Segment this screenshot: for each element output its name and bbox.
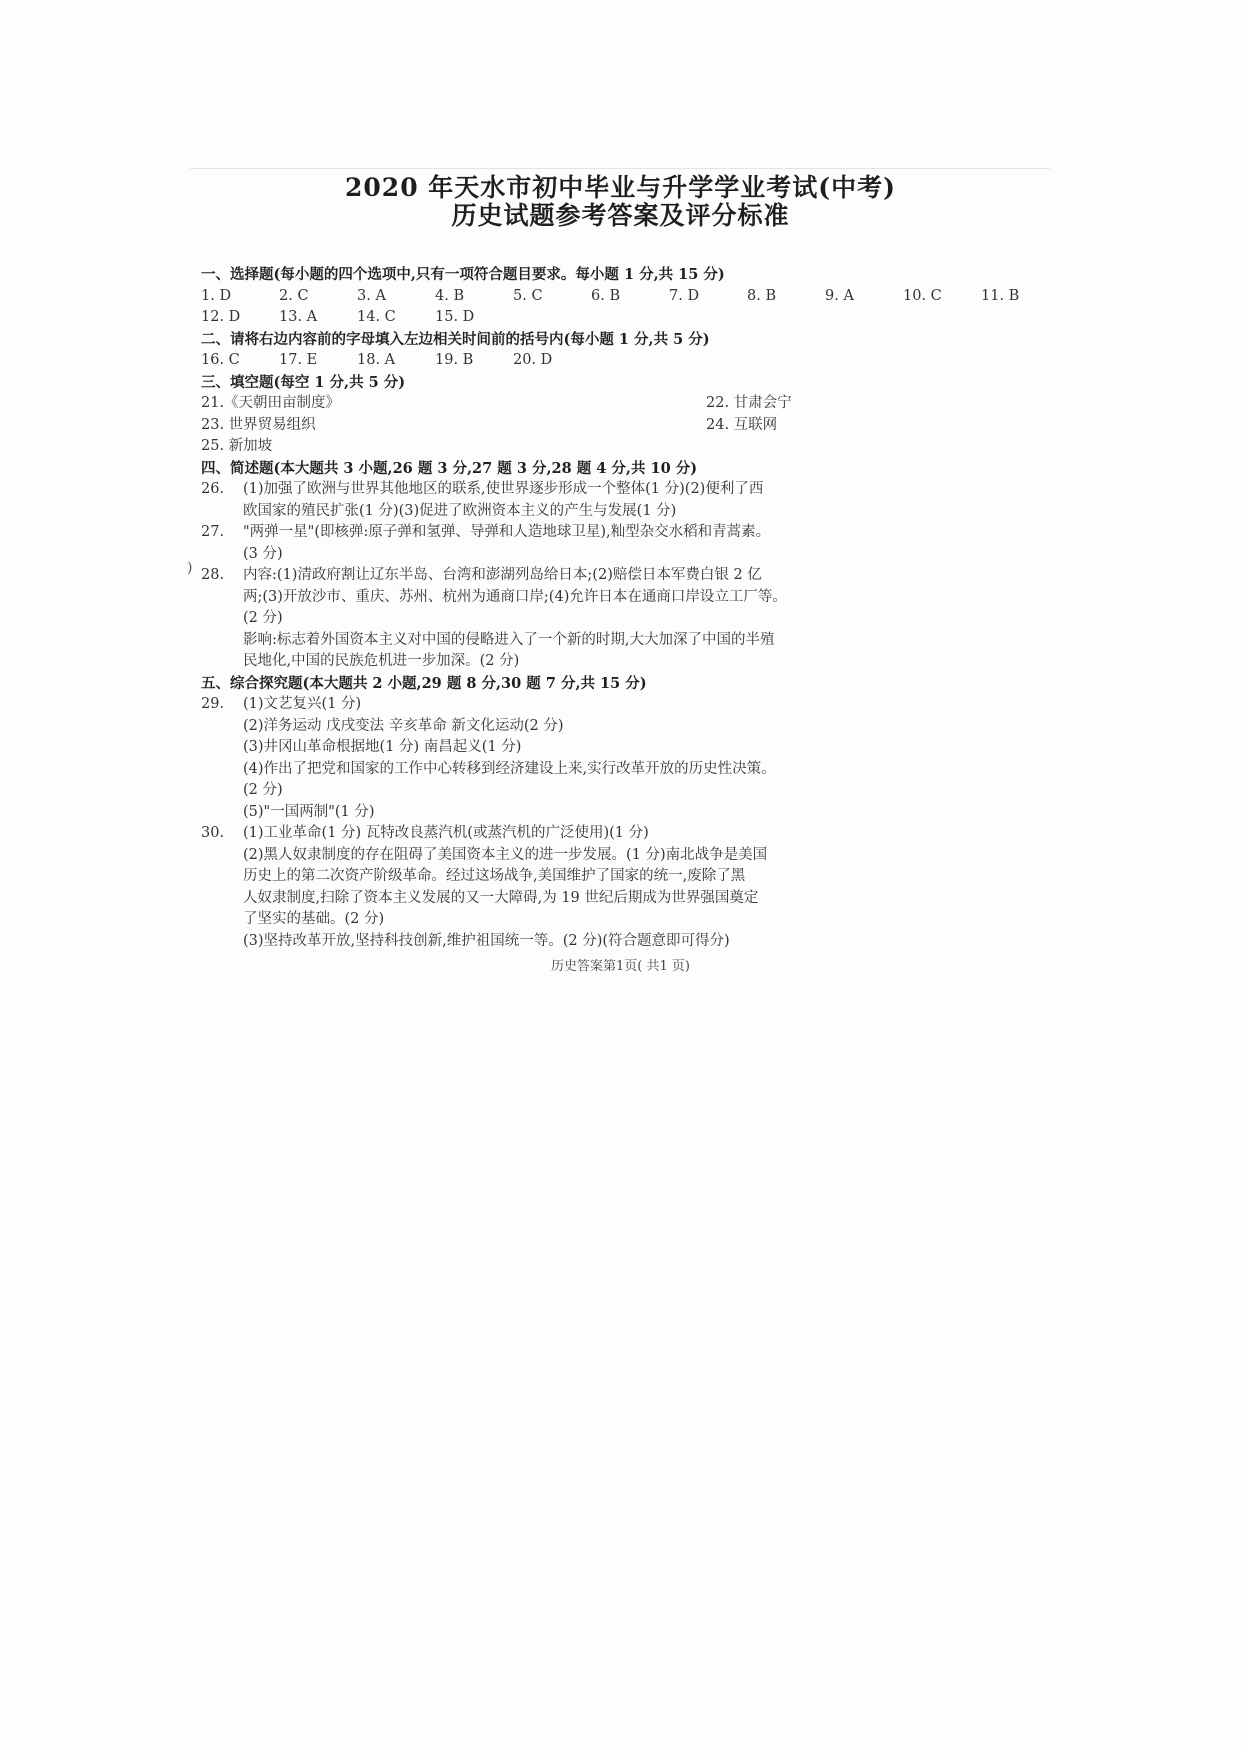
answer-line: (1)工业革命(1 分) 瓦特改良蒸汽机(或蒸汽机的广泛使用)(1 分) <box>243 825 649 841</box>
question-number: 26. <box>201 481 225 497</box>
answer-9: 9. A <box>825 287 854 304</box>
mc-answers-row-2 <box>201 307 1041 329</box>
answer-line: 两;(3)开放沙市、重庆、苏州、杭州为通商口岸;(4)允许日本在通商口岸设立工厂等。 <box>243 588 787 605</box>
answer-25: 25. 新加坡 <box>201 438 273 454</box>
answer-18: 18. A <box>357 352 396 368</box>
answer-24: 24. 互联网 <box>706 416 778 433</box>
section-heading-2: 二、请将右边内容前的字母填入左边相关时间前的括号内(每小题 1 分,共 5 分) <box>201 330 710 348</box>
answer-line: (4)作出了把党和国家的工作中心转移到经济建设上来,实行改革开放的历史性决策。 <box>243 760 776 777</box>
answer-line: (5)"一国两制"(1 分) <box>243 803 375 820</box>
answer-line: 人奴隶制度,扫除了资本主义发展的又一大障碍,为 19 世纪后期成为世界强国奠定 <box>243 889 759 906</box>
answer-21: 21.《天朝田亩制度》 <box>201 395 341 411</box>
question-28 <box>201 565 1041 673</box>
answer-22: 22. 甘肃会宁 <box>706 395 792 411</box>
answer-17: 17. E <box>279 352 318 368</box>
answer-4: 4. B <box>435 287 465 304</box>
answer-line: (2)洋务运动 戊戌变法 辛亥革命 新文化运动(2 分) <box>243 717 564 734</box>
answer-line: (3)井冈山革命根据地(1 分) 南昌起义(1 分) <box>243 739 522 755</box>
section-heading-5: 五、综合探究题(本大题共 2 小题,29 题 8 分,30 题 7 分,共 15 分) <box>201 674 647 692</box>
answer-2: 2. C <box>279 287 309 304</box>
answer-3: 3. A <box>357 287 386 304</box>
page-subtitle: 历史试题参考答案及评分标准 <box>451 201 790 230</box>
answer-8: 8. B <box>747 287 777 304</box>
answer-line: (2)黑人奴隶制度的存在阻碍了美国资本主义的进一步发展。(1 分)南北战争是美国 <box>243 846 768 863</box>
answer-20: 20. D <box>513 352 553 368</box>
answer-line: 民地化,中国的民族危机进一步加深。(2 分) <box>243 653 520 669</box>
answer-content <box>201 264 1041 952</box>
margin-mark: ) <box>187 560 193 576</box>
answer-line: 内容:(1)清政府割让辽东半岛、台湾和澎湖列岛给日本;(2)赔偿日本军费白银 2 亿 <box>243 567 762 583</box>
answer-line: 欧国家的殖民扩张(1 分)(3)促进了欧洲资本主义的产生与发展(1 分) <box>243 502 677 519</box>
answer-line: (2 分) <box>243 782 283 798</box>
answer-6: 6. B <box>591 287 621 304</box>
answer-13: 13. A <box>279 309 318 325</box>
answer-line: 历史上的第二次资产阶级革命。经过这场战争,美国维护了国家的统一,废除了黑 <box>243 868 746 884</box>
answer-line: (3)坚持改革开放,坚持科技创新,维护祖国统一等。(2 分)(符合题意即可得分) <box>243 932 730 949</box>
fill-row-1 <box>201 393 1041 415</box>
fill-row-2 <box>201 415 1041 437</box>
answer-7: 7. D <box>669 287 700 304</box>
question-26 <box>201 479 1041 522</box>
question-27 <box>201 522 1041 565</box>
answer-15: 15. D <box>435 309 475 325</box>
answer-1: 1. D <box>201 287 232 304</box>
mc-answers-row-1 <box>201 286 1041 308</box>
answer-10: 10. C <box>903 287 942 304</box>
page-footer: 历史答案第1页( 共1 页) <box>551 959 690 974</box>
answer-23: 23. 世界贸易组织 <box>201 416 316 433</box>
answer-line: 了坚实的基础。(2 分) <box>243 911 385 927</box>
question-number: 28. <box>201 567 225 583</box>
answer-16: 16. C <box>201 352 240 368</box>
answer-line: "两弹一星"(即核弹:原子弹和氢弹、导弹和人造地球卫星),籼型杂交水稻和青蒿素。 <box>243 524 771 540</box>
question-number: 30. <box>201 825 225 841</box>
answer-12: 12. D <box>201 309 241 325</box>
section-heading-4: 四、简述题(本大题共 3 小题,26 题 3 分,27 题 3 分,28 题 4 分,共 10 分) <box>201 459 698 477</box>
matching-answers-row <box>201 350 1041 372</box>
question-number: 29. <box>201 696 225 712</box>
page-title: 2020 年天水市初中毕业与升学学业考试(中考) <box>345 173 896 202</box>
question-30 <box>201 823 1041 952</box>
answer-line: 影响:标志着外国资本主义对中国的侵略进入了一个新的时期,大大加深了中国的半殖 <box>243 631 775 648</box>
answer-line: (3 分) <box>243 545 283 562</box>
answer-5: 5. C <box>513 287 543 304</box>
answer-line: (1)文艺复兴(1 分) <box>243 696 362 712</box>
answer-14: 14. C <box>357 309 396 325</box>
section-heading-1: 一、选择题(每小题的四个选项中,只有一项符合题目要求。每小题 1 分,共 15 分) <box>201 266 725 283</box>
section-heading-3: 三、填空题(每空 1 分,共 5 分) <box>201 373 406 391</box>
question-29 <box>201 694 1041 823</box>
question-number: 27. <box>201 524 225 540</box>
answer-line: (1)加强了欧洲与世界其他地区的联系,使世界逐步形成一个整体(1 分)(2)便利了西 <box>243 481 764 497</box>
answer-11: 11. B <box>981 287 1020 304</box>
answer-line: (2 分) <box>243 610 283 626</box>
answer-19: 19. B <box>435 352 474 368</box>
